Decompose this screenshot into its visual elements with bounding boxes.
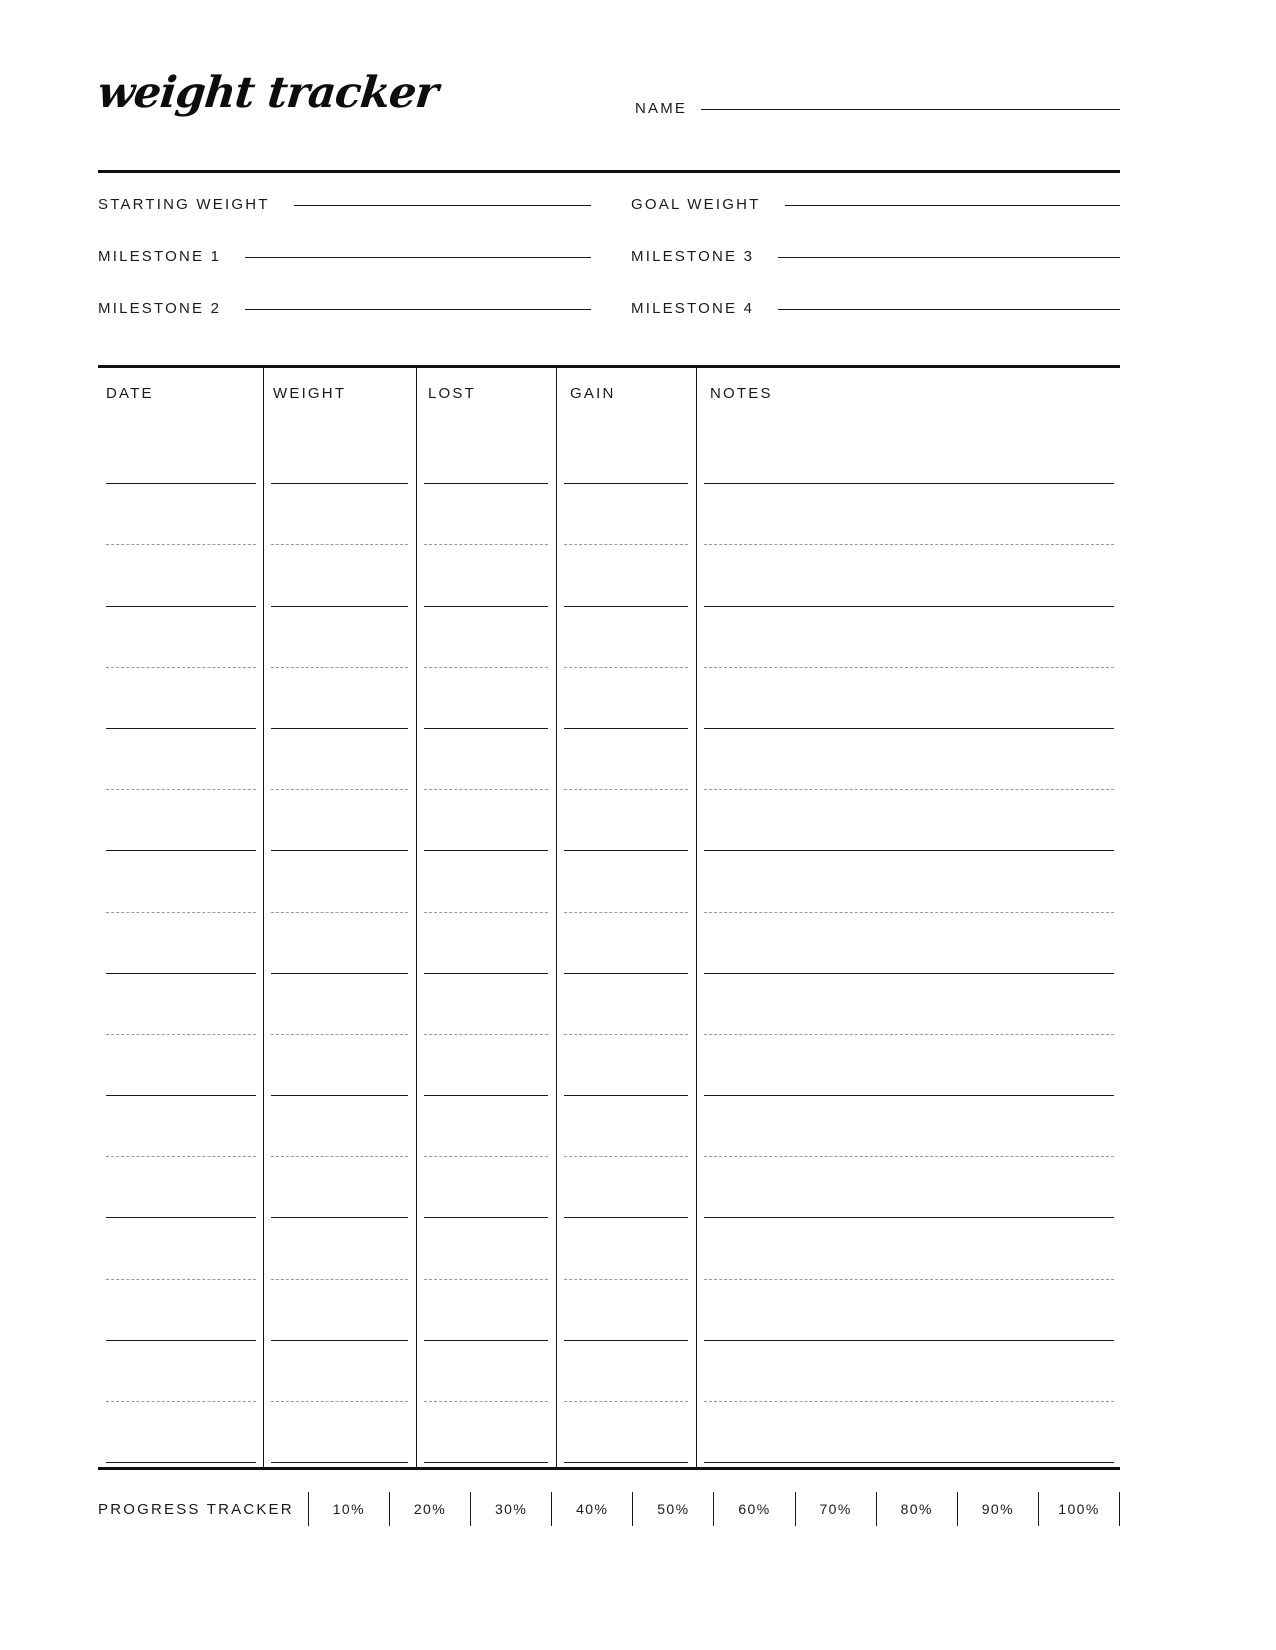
column-header-notes: NOTES: [710, 385, 773, 402]
table-row[interactable]: [98, 484, 1120, 545]
table-header-row: [98, 365, 1120, 423]
milestone-1-group: [98, 248, 609, 265]
table-row[interactable]: [98, 545, 1120, 606]
log-table: [98, 365, 1120, 1467]
table-row[interactable]: [98, 974, 1120, 1035]
stats-section: [98, 196, 1120, 352]
name-field-group: [635, 100, 1120, 117]
table-body: [98, 423, 1120, 1467]
progress-step-10pct[interactable]: 10%: [308, 1492, 389, 1526]
goal-weight-label: GOAL WEIGHT: [631, 196, 761, 213]
table-cell-line[interactable]: [106, 1462, 256, 1463]
milestone-3-label: MILESTONE 3: [631, 248, 755, 265]
table-row[interactable]: [98, 790, 1120, 851]
progress-step-100pct[interactable]: 100%: [1038, 1492, 1120, 1526]
goal-weight-input[interactable]: [785, 204, 1121, 206]
progress-tracker: [98, 1487, 1120, 1531]
milestone-4-input[interactable]: [778, 308, 1120, 310]
table-row[interactable]: [98, 423, 1120, 484]
progress-step-30pct[interactable]: 30%: [470, 1492, 551, 1526]
goal-weight-group: [609, 196, 1120, 213]
progress-step-50pct[interactable]: 50%: [632, 1492, 713, 1526]
progress-step-20pct[interactable]: 20%: [389, 1492, 470, 1526]
stats-row: [98, 300, 1120, 352]
page-header: [95, 58, 1120, 148]
table-row[interactable]: [98, 1096, 1120, 1157]
stats-row: [98, 196, 1120, 248]
milestone-3-group: [609, 248, 1120, 265]
name-input[interactable]: [701, 108, 1120, 110]
table-row[interactable]: [98, 729, 1120, 790]
column-header-date: DATE: [106, 385, 154, 402]
table-row[interactable]: [98, 1157, 1120, 1218]
milestone-4-label: MILESTONE 4: [631, 300, 755, 317]
milestone-1-input[interactable]: [245, 256, 591, 258]
progress-step-80pct[interactable]: 80%: [876, 1492, 957, 1526]
table-row[interactable]: [98, 913, 1120, 974]
milestone-3-input[interactable]: [778, 256, 1120, 258]
progress-step-70pct[interactable]: 70%: [795, 1492, 876, 1526]
divider-bottom: [98, 1467, 1120, 1470]
milestone-2-label: MILESTONE 2: [98, 300, 222, 317]
stats-row: [98, 248, 1120, 300]
table-row[interactable]: [98, 668, 1120, 729]
table-row[interactable]: [98, 1341, 1120, 1402]
starting-weight-group: [98, 196, 609, 213]
page-title: weight tracker: [95, 68, 440, 118]
table-cell-line[interactable]: [704, 1462, 1114, 1463]
starting-weight-input[interactable]: [294, 204, 591, 206]
table-cell-line[interactable]: [271, 1462, 408, 1463]
name-label: NAME: [635, 100, 688, 117]
table-row[interactable]: [98, 1402, 1120, 1463]
progress-step-40pct[interactable]: 40%: [551, 1492, 632, 1526]
progress-step-90pct[interactable]: 90%: [957, 1492, 1038, 1526]
table-row[interactable]: [98, 1280, 1120, 1341]
table-cell-line[interactable]: [564, 1462, 688, 1463]
table-row[interactable]: [98, 1218, 1120, 1279]
progress-tracker-label: PROGRESS TRACKER: [98, 1500, 294, 1518]
column-header-weight: WEIGHT: [273, 385, 347, 402]
table-row[interactable]: [98, 607, 1120, 668]
column-header-gain: GAIN: [570, 385, 616, 402]
starting-weight-label: STARTING WEIGHT: [98, 196, 270, 213]
table-row[interactable]: [98, 851, 1120, 912]
table-cell-line[interactable]: [424, 1462, 548, 1463]
milestone-1-label: MILESTONE 1: [98, 248, 222, 265]
column-header-lost: LOST: [428, 385, 476, 402]
milestone-4-group: [609, 300, 1120, 317]
progress-steps: [308, 1492, 1120, 1526]
divider-top: [98, 170, 1120, 173]
milestone-2-input[interactable]: [245, 308, 591, 310]
progress-step-60pct[interactable]: 60%: [713, 1492, 794, 1526]
table-row[interactable]: [98, 1035, 1120, 1096]
milestone-2-group: [98, 300, 609, 317]
